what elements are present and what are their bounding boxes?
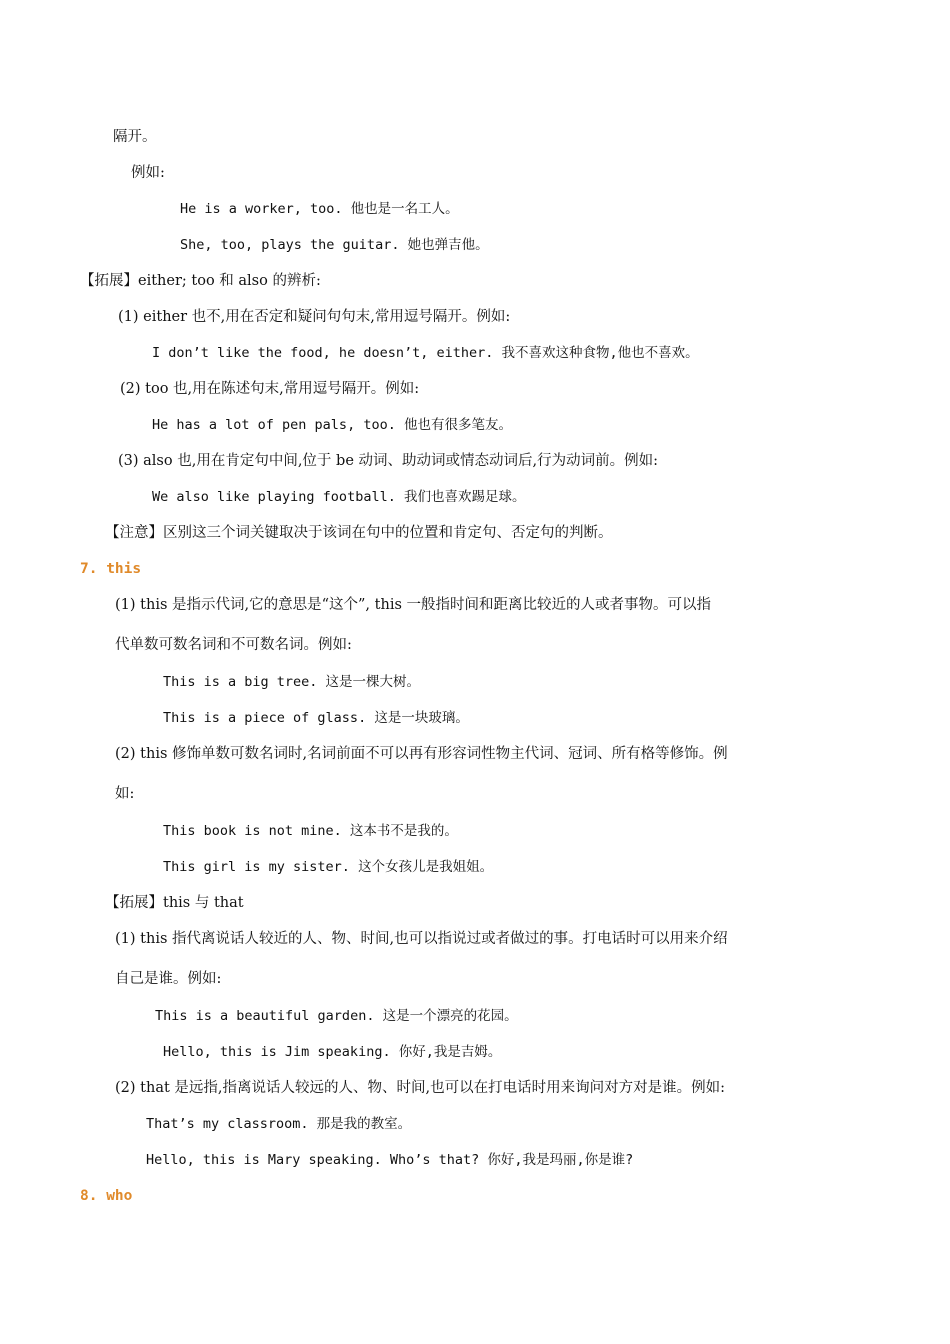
note-line: 【注意】区别这三个词关键取决于该词在句中的位置和肯定句、否定句的判断。 bbox=[105, 525, 613, 541]
section-heading: 7. this bbox=[80, 561, 142, 577]
text-line: 隔开。 bbox=[113, 129, 157, 145]
text-line: (2) too 也,用在陈述句末,常用逗号隔开。例如: bbox=[120, 381, 420, 397]
text-line: 如: bbox=[115, 786, 135, 802]
section-heading: 8. who bbox=[80, 1188, 133, 1204]
text-line: 代单数可数名词和不可数名词。例如: bbox=[115, 637, 352, 653]
text-line: (1) this 指代离说话人较近的人、物、时间,也可以指说过或者做过的事。打电话时可以用来介绍 bbox=[115, 931, 728, 947]
example-line: She, too, plays the guitar. 她也弹吉他。 bbox=[180, 237, 489, 253]
example-line: This girl is my sister. 这个女孩儿是我姐姐。 bbox=[163, 859, 494, 875]
example-line: I don’t like the food, he doesn’t, either. 我不喜欢这种食物,他也不喜欢。 bbox=[152, 345, 699, 361]
text-line: (2) this 修饰单数可数名词时,名词前面不可以再有形容词性物主代词、冠词、所有格等修饰。例 bbox=[115, 746, 728, 762]
extension-heading: 【拓展】either; too 和 also 的辨析: bbox=[80, 273, 321, 289]
text-line: 例如: bbox=[131, 165, 165, 181]
example-line: That’s my classroom. 那是我的教室。 bbox=[146, 1116, 412, 1132]
text-line: (1) either 也不,用在否定和疑问句句末,常用逗号隔开。例如: bbox=[118, 309, 511, 325]
text-line: (1) this 是指示代词,它的意思是“这个”, this 一般指时间和距离比较近的人或者事物。可以指 bbox=[115, 597, 712, 613]
extension-heading: 【拓展】this 与 that bbox=[105, 895, 244, 911]
example-line: This is a beautiful garden. 这是一个漂亮的花园。 bbox=[155, 1008, 518, 1024]
example-line: This is a piece of glass. 这是一块玻璃。 bbox=[163, 710, 469, 726]
example-line: He is a worker, too. 他也是一名工人。 bbox=[180, 201, 459, 217]
example-line: He has a lot of pen pals, too. 他也有很多笔友。 bbox=[152, 417, 512, 433]
text-line: (2) that 是远指,指离说话人较远的人、物、时间,也可以在打电话时用来询问对方对是谁。例如: bbox=[115, 1080, 725, 1096]
example-line: This book is not mine. 这本书不是我的。 bbox=[163, 823, 458, 839]
example-line: We also like playing football. 我们也喜欢踢足球。 bbox=[152, 489, 526, 505]
example-line: This is a big tree. 这是一棵大树。 bbox=[163, 674, 421, 690]
text-line: 自己是谁。例如: bbox=[115, 971, 222, 987]
example-line: Hello, this is Mary speaking. Who’s that? 你好,我是玛丽,你是谁? bbox=[146, 1152, 634, 1168]
text-line: (3) also 也,用在肯定句中间,位于 be 动词、助动词或情态动词后,行为动词前。例如: bbox=[118, 453, 659, 469]
example-line: Hello, this is Jim speaking. 你好,我是吉姆。 bbox=[163, 1044, 502, 1060]
